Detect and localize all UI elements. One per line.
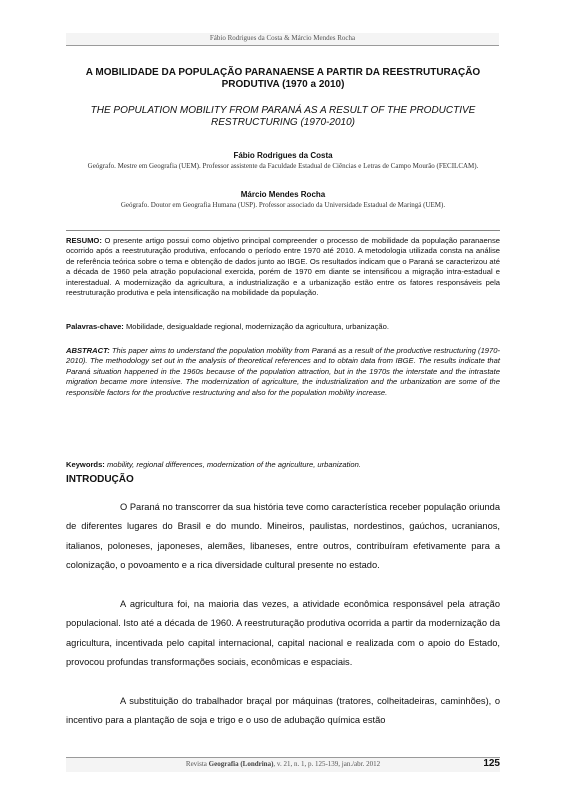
resumo-text: O presente artigo possui como objetivo principal compreender o processo de mobilidade da população paranaense ocorrido após a reestruturação produtiva, enfocando o período entre 1970 até 2010. A metodologia utilizada consta na análise de referência teórica sobre o tema e obtenção de dados junto ao IBGE. Os resultados indicam que o Paraná se caracterizou até a década de 1960 pela atração populacional exercida, porém de 1970 em diante se intensificou a migração intra-estadual e interestadual. A modernização da agricultura, a industrialização e a urbanização estão entre os fatores responsáveis pela reestruturação produtiva e pela intensificação na mobilidade da população.: [66, 236, 500, 298]
citation-details: , v. 21, n. 1, p. 125-139, jan./abr. 2012: [273, 760, 381, 768]
abstract-text: This paper aims to understand the population mobility from Paraná as a result of the productive restructuring (1970-2010). The methodology set out in the analysis of theoretical references and to obtain data from IBGE. The results indicate that Paraná situation happened in the 1960s because of the population attraction, but in the 1970s the interstate and the intrastate migration became more intensive. The modernization of agriculture, the industrialization and the urbanization are some of the responsible factors for the productive restructuring and also for the population mobility increase.: [66, 346, 500, 397]
running-head: [66, 33, 499, 46]
abstract: [66, 346, 500, 398]
keywords-label: Keywords:: [66, 460, 105, 469]
journal-prefix: Revista: [185, 760, 209, 768]
body-paragraph: [66, 498, 500, 575]
section-heading: INTRODUÇÃO: [66, 474, 134, 485]
title-english: THE POPULATION MOBILITY FROM PARANÁ AS A RESULT OF THE PRODUCTIVE RESTRUCTURING (1970-2010): [90, 105, 476, 128]
author-name: Fábio Rodrigues da Costa: [233, 151, 333, 160]
resumo: [66, 236, 500, 298]
body-paragraph: [66, 595, 500, 672]
running-head-text: Fábio Rodrigues da Costa & Márcio Mendes Rocha: [209, 34, 356, 42]
keywords: [66, 460, 500, 470]
keywords-text: mobility, regional differences, modernization of the agriculture, urbanization.: [104, 460, 361, 469]
journal-name: Geografia (Londrina): [208, 760, 274, 768]
page-number: 125: [483, 758, 500, 769]
palavras-chave-text: Mobilidade, desigualdade regional, modernização da agricultura, urbanização.: [123, 322, 389, 331]
author-name: Márcio Mendes Rocha: [240, 190, 326, 199]
body-paragraph: [66, 692, 500, 731]
paragraph-text: A substituição do trabalhador braçal por máquinas (tratores, colheitadeiras, caminhões), o incentivo para a plantação de soja e trigo e o uso de adubação química estão: [66, 696, 500, 726]
divider: [66, 230, 500, 231]
title-portuguese: A MOBILIDADE DA POPULAÇÃO PARANAENSE A PARTIR DA REESTRUTURAÇÃO PRODUTIVA (1970 a 2010): [85, 67, 481, 90]
journal-citation: [66, 760, 500, 768]
author-affiliation: Geógrafo. Mestre em Geografia (UEM). Professor assistente da Faculdade Estadual de Ciências e Letras de Campo Mourão (FECILCAM).: [87, 162, 479, 170]
paragraph-text: A agricultura foi, na maioria das vezes, a atividade econômica responsável pela atração populacional. Isto até a década de 1960. A reestruturação produtiva ocorrida a partir da modernização da agricultura, incentivada pelo capital internacional, capital nacional e realizada com o apoio do Estado, provocou profundas transformações sociais, econômicas e espaciais.: [66, 599, 500, 667]
author-affiliation: Geógrafo. Doutor em Geografia Humana (USP). Professor associado da Universidade Estadual de Maringá (UEM).: [120, 201, 446, 209]
resumo-label: RESUMO:: [66, 236, 102, 245]
abstract-label: ABSTRACT:: [66, 346, 110, 355]
palavras-chave: [66, 322, 500, 332]
paragraph-text: O Paraná no transcorrer da sua história teve como característica receber população oriunda de diferentes lugares do Brasil e do mundo. Mineiros, paulistas, nordestinos, gaúchos, ucranianos, italianos, poloneses, japoneses, alemães, libaneses, entre outros, contribuíram efetivamente para a colonização, o povoamento e a rica diversidade cultural presente no estado.: [66, 502, 500, 570]
footer: [66, 757, 500, 772]
palavras-chave-label: Palavras-chave:: [66, 322, 124, 331]
